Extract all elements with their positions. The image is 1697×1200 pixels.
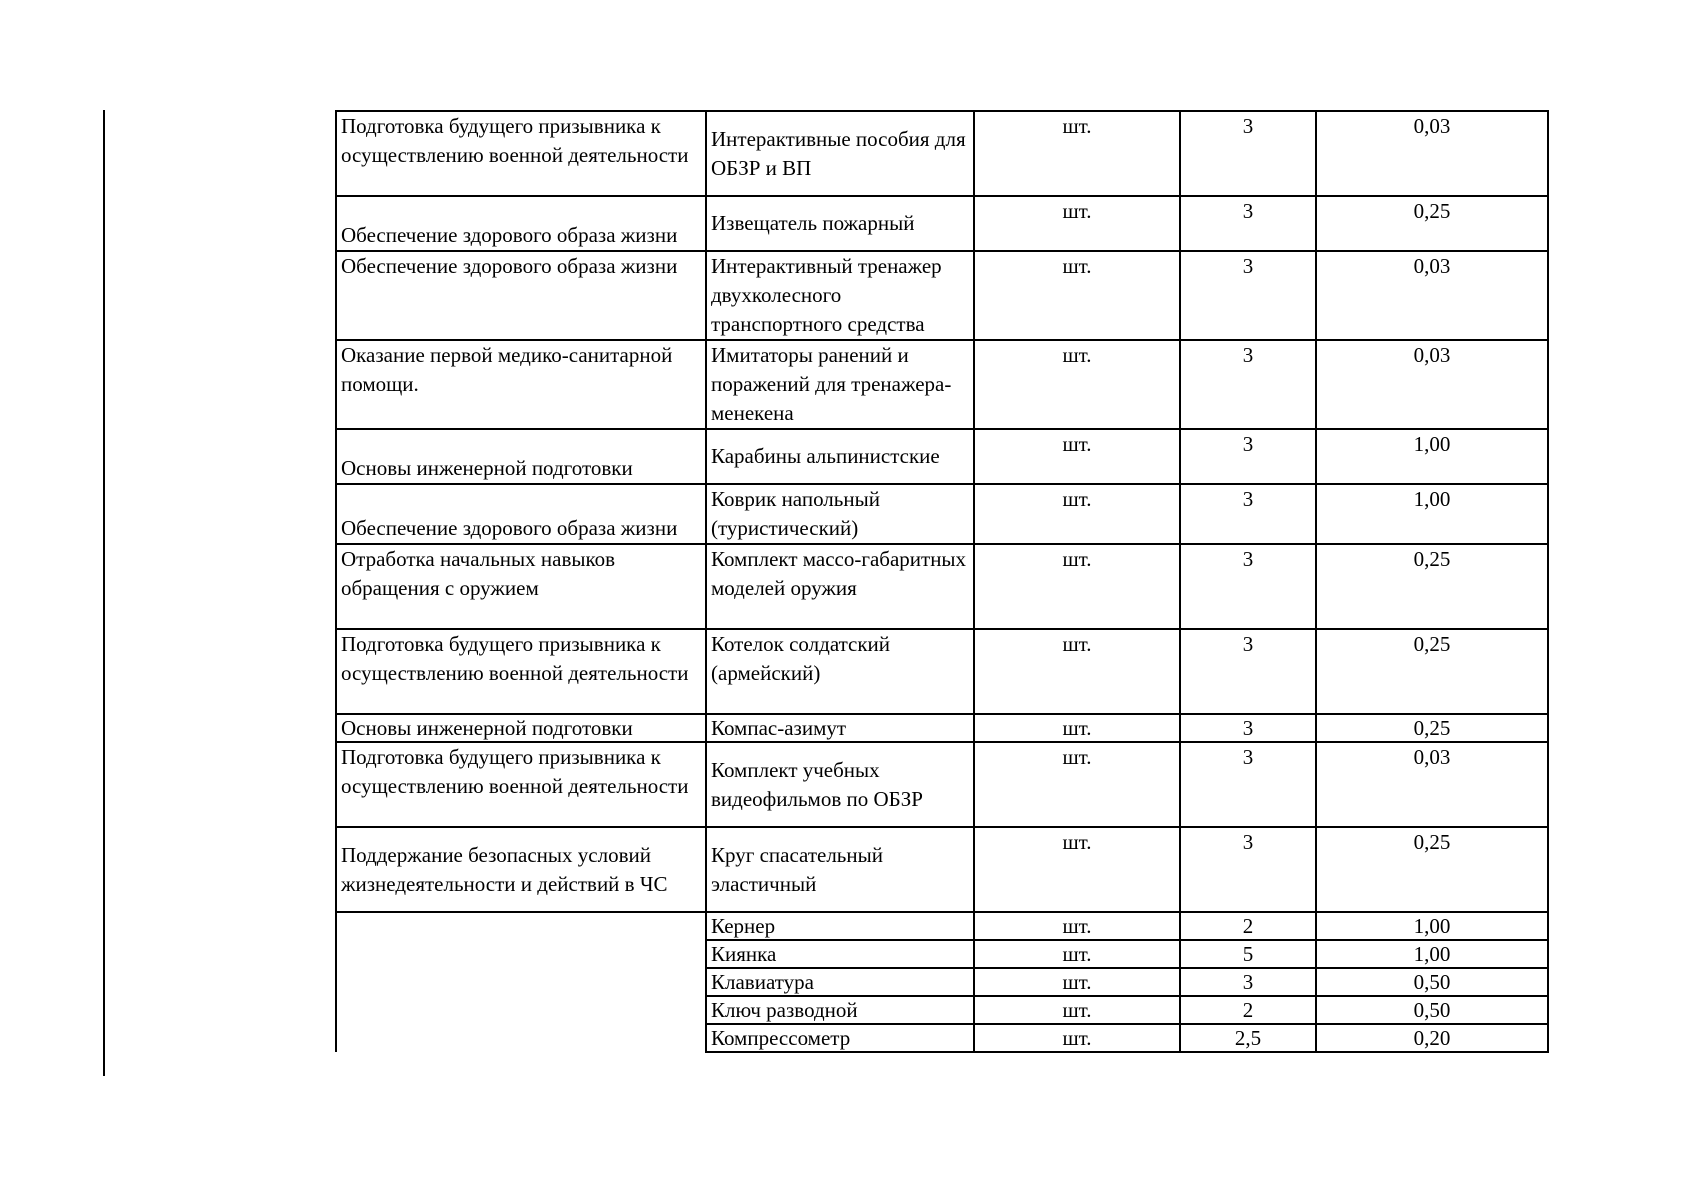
coef-cell: 0,50 [1316, 968, 1548, 996]
qty-cell: 3 [1180, 629, 1316, 714]
unit-cell: шт. [974, 111, 1180, 196]
unit-cell: шт. [974, 484, 1180, 544]
table-row [336, 714, 1548, 742]
item-cell: Коврик напольный (туристический) [706, 484, 974, 544]
qty-cell: 2,5 [1180, 1024, 1316, 1052]
coef-cell: 0,20 [1316, 1024, 1548, 1052]
coef-cell: 0,25 [1316, 714, 1548, 742]
unit-cell: шт. [974, 196, 1180, 251]
section-cell: Подготовка будущего призывника к осуществлению военной деятельности [336, 111, 706, 196]
unit-cell: шт. [974, 629, 1180, 714]
section-cell: Обеспечение здорового образа жизни [336, 484, 706, 544]
item-cell: Киянка [706, 940, 974, 968]
coef-cell: 0,03 [1316, 340, 1548, 429]
qty-cell: 3 [1180, 968, 1316, 996]
section-cell: Поддержание безопасных условий жизнедеятельности и действий в ЧС [336, 827, 706, 912]
qty-cell: 3 [1180, 484, 1316, 544]
item-cell: Извещатель пожарный [706, 196, 974, 251]
unit-cell: шт. [974, 544, 1180, 629]
coef-cell: 0,25 [1316, 196, 1548, 251]
table-row [336, 912, 1548, 940]
table-row [336, 827, 1548, 912]
qty-cell: 3 [1180, 544, 1316, 629]
item-cell: Компас-азимут [706, 714, 974, 742]
section-cell: Обеспечение здорового образа жизни [336, 251, 706, 340]
qty-cell: 5 [1180, 940, 1316, 968]
equipment-table [335, 110, 1549, 1053]
table-row [336, 196, 1548, 251]
qty-cell: 3 [1180, 742, 1316, 827]
item-cell: Интерактивный тренажер двухколесного транспортного средства [706, 251, 974, 340]
table-row [336, 340, 1548, 429]
coef-cell: 0,03 [1316, 111, 1548, 196]
section-cell: Подготовка будущего призывника к осуществлению военной деятельности [336, 742, 706, 827]
coef-cell: 1,00 [1316, 429, 1548, 484]
section-cell: Основы инженерной подготовки [336, 714, 706, 742]
unit-cell: шт. [974, 340, 1180, 429]
item-cell: Клавиатура [706, 968, 974, 996]
left-margin-line [103, 110, 105, 1076]
qty-cell: 2 [1180, 912, 1316, 940]
table-row [336, 111, 1548, 196]
qty-cell: 2 [1180, 996, 1316, 1024]
coef-cell: 0,03 [1316, 742, 1548, 827]
unit-cell: шт. [974, 996, 1180, 1024]
section-cell-empty [336, 912, 706, 1052]
item-cell: Котелок солдатский (армейский) [706, 629, 974, 714]
unit-cell: шт. [974, 940, 1180, 968]
item-cell: Круг спасательный эластичный [706, 827, 974, 912]
coef-cell: 0,25 [1316, 544, 1548, 629]
coef-cell: 0,50 [1316, 996, 1548, 1024]
coef-cell: 1,00 [1316, 912, 1548, 940]
section-cell: Отработка начальных навыков обращения с оружием [336, 544, 706, 629]
coef-cell: 0,25 [1316, 629, 1548, 714]
unit-cell: шт. [974, 1024, 1180, 1052]
section-cell: Основы инженерной подготовки [336, 429, 706, 484]
unit-cell: шт. [974, 968, 1180, 996]
qty-cell: 3 [1180, 251, 1316, 340]
section-cell: Обеспечение здорового образа жизни [336, 196, 706, 251]
qty-cell: 3 [1180, 714, 1316, 742]
unit-cell: шт. [974, 429, 1180, 484]
unit-cell: шт. [974, 912, 1180, 940]
item-cell: Имитаторы ранений и поражений для тренажера-менекена [706, 340, 974, 429]
item-cell: Кернер [706, 912, 974, 940]
unit-cell: шт. [974, 251, 1180, 340]
table-row [336, 251, 1548, 340]
qty-cell: 3 [1180, 196, 1316, 251]
coef-cell: 0,03 [1316, 251, 1548, 340]
qty-cell: 3 [1180, 111, 1316, 196]
table-row [336, 742, 1548, 827]
coef-cell: 0,25 [1316, 827, 1548, 912]
qty-cell: 3 [1180, 340, 1316, 429]
coef-cell: 1,00 [1316, 940, 1548, 968]
qty-cell: 3 [1180, 429, 1316, 484]
item-cell: Комплект массо-габаритных моделей оружия [706, 544, 974, 629]
item-cell: Комплект учебных видеофильмов по ОБЗР [706, 742, 974, 827]
coef-cell: 1,00 [1316, 484, 1548, 544]
item-cell: Интерактивные пособия для ОБЗР и ВП [706, 111, 974, 196]
table-row [336, 629, 1548, 714]
unit-cell: шт. [974, 714, 1180, 742]
item-cell: Карабины альпинистские [706, 429, 974, 484]
section-cell: Оказание первой медико-санитарной помощи. [336, 340, 706, 429]
item-cell: Компрессометр [706, 1024, 974, 1052]
unit-cell: шт. [974, 827, 1180, 912]
unit-cell: шт. [974, 742, 1180, 827]
qty-cell: 3 [1180, 827, 1316, 912]
item-cell: Ключ разводной [706, 996, 974, 1024]
table-row [336, 429, 1548, 484]
table-row [336, 484, 1548, 544]
table-row [336, 544, 1548, 629]
section-cell: Подготовка будущего призывника к осуществлению военной деятельности [336, 629, 706, 714]
